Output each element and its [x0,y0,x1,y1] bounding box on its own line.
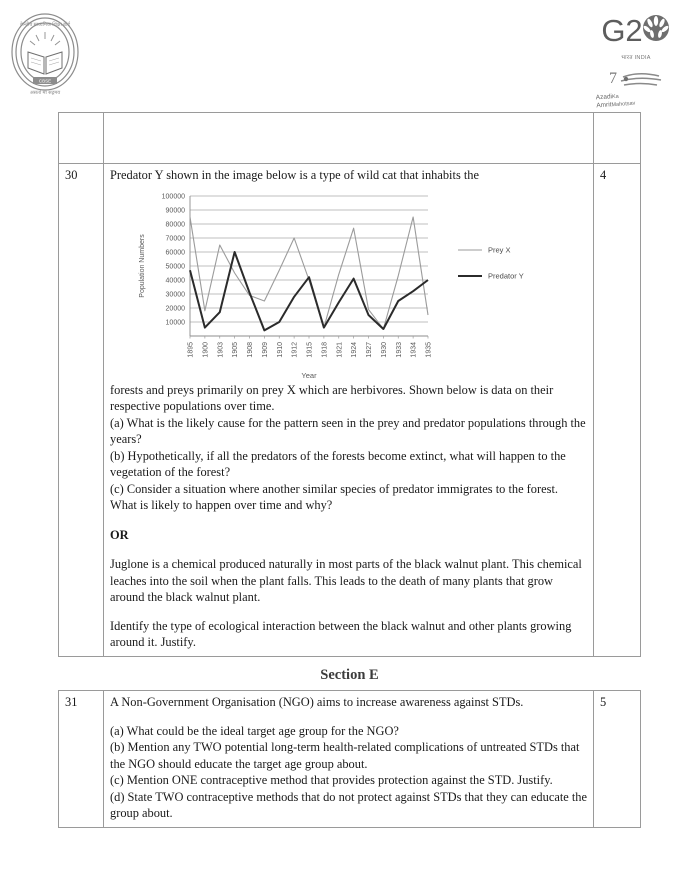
question-number: 30 [59,164,104,657]
svg-text:1905: 1905 [232,341,240,358]
g20-logo [580,8,692,52]
svg-text:20000: 20000 [165,304,185,312]
svg-text:1895: 1895 [187,341,195,358]
svg-text:1909: 1909 [261,341,269,358]
svg-text:1908: 1908 [247,341,255,358]
svg-text:Population Numbers: Population Numbers [139,233,146,298]
svg-text:1915: 1915 [306,341,314,358]
question-body-line-3: (c) Consider a situation where another similar species of predator immigrates to the forest. What is likely to happen over time and why? [110,481,558,512]
spacer-number-cell [59,113,104,164]
question-body-line-2: (b) Hypothetically, if all the predators of the forests become extinct, what will happen to the vegetation of the forest? [110,448,566,479]
svg-text:1934: 1934 [410,341,418,358]
population-chart [128,188,543,378]
question-marks: 4 [594,164,641,657]
svg-text:10000: 10000 [165,318,185,326]
question-content [104,691,594,828]
question-item-c: (c) Mention ONE contraceptive method that provides protection against the STD. Justify. [110,773,553,787]
svg-text:1924: 1924 [351,341,359,358]
table-row-spacer [59,113,641,164]
spacer-marks-cell [594,113,641,164]
svg-text:40000: 40000 [165,276,185,284]
svg-text:80000: 80000 [165,220,185,228]
svg-text:90000: 90000 [165,206,185,214]
cbse-emblem-icon [6,6,84,106]
azadi-line1-small: Ka [611,93,619,101]
svg-text:1930: 1930 [380,341,388,358]
svg-text:1903: 1903 [217,341,225,358]
azadi-line1: Azadi [595,93,613,102]
azadi-line2-small: Mahotsav [611,100,636,109]
g20-lotus-icon [641,11,671,50]
question-number: 31 [59,691,104,828]
svg-text:Predator Y: Predator Y [488,271,524,281]
svg-text:1921: 1921 [336,341,344,358]
question-body-line-1: (a) What is the likely cause for the pattern seen in the prey and predator populations through the years? [110,415,586,446]
svg-text:Prey X: Prey X [488,245,511,255]
question-item-d: (d) State TWO contraceptive methods that do not protect against STDs that they can educate the group about. [110,789,588,820]
svg-text:1910: 1910 [276,341,284,358]
question-content [104,164,594,657]
chart-svg [128,188,543,378]
svg-text:1927: 1927 [366,341,374,358]
question-marks: 5 [594,691,641,828]
svg-text:100000: 100000 [161,192,185,200]
question-intro: Predator Y shown in the image below is a type of wild cat that inhabits the [110,168,479,182]
g20-subtitle: भारत INDIA [621,55,651,61]
question-intro: A Non-Government Organisation (NGO) aims to increase awareness against STDs. [110,695,524,709]
svg-text:केन्द्रीय माध्यमिक शिक्षा बोर्: केन्द्रीय माध्यमिक शिक्षा बोर्ड [20,22,70,28]
g20-branding [580,8,692,110]
question-body-line-0: forests and preys primarily on prey X which are herbivores. Shown below is data on their respective populations over time. [110,382,554,413]
question-table-31 [58,690,641,828]
section-heading: Section E [320,667,379,683]
or-body-line-0: Juglone is a chemical produced naturally in most parts of the black walnut plant. This chemical leaches into the soil when the plant falls. This leads to the death of many plants that grow around the black walnut plant. [110,557,582,604]
svg-text:1935: 1935 [425,341,433,358]
svg-text:CBSE: CBSE [38,78,52,84]
svg-text:30000: 30000 [165,290,185,298]
question-item-a: (a) What could be the ideal target age group for the NGO? [110,723,399,738]
g20-wordmark: G2 [601,12,643,48]
svg-text:7: 7 [609,70,617,87]
svg-text:50000: 50000 [165,262,185,270]
question-item-b: (b) Mention any TWO potential long-term health-related complications of untreated STDs that the NGO should educate the target age group about. [110,740,580,771]
question-table-30 [58,112,641,657]
svg-text:60000: 60000 [165,248,185,256]
svg-text:1912: 1912 [291,341,299,358]
page-header [0,0,700,112]
svg-text:1900: 1900 [202,341,210,358]
or-label: OR [110,527,129,542]
svg-text:Year: Year [301,370,317,378]
table-row [59,164,641,657]
azadi-line2: Amrit [596,101,612,110]
table-row [59,691,641,828]
spacer-content-cell [104,113,594,164]
svg-text:1918: 1918 [321,341,329,358]
svg-text:70000: 70000 [165,234,185,242]
svg-text:1933: 1933 [395,341,403,358]
svg-text:असतो मा सद्गमय: असतो मा सद्गमय [29,90,61,96]
or-body-line-1: Identify the type of ecological interaction between the black walnut and other plants growing around it. Justify. [110,618,572,649]
